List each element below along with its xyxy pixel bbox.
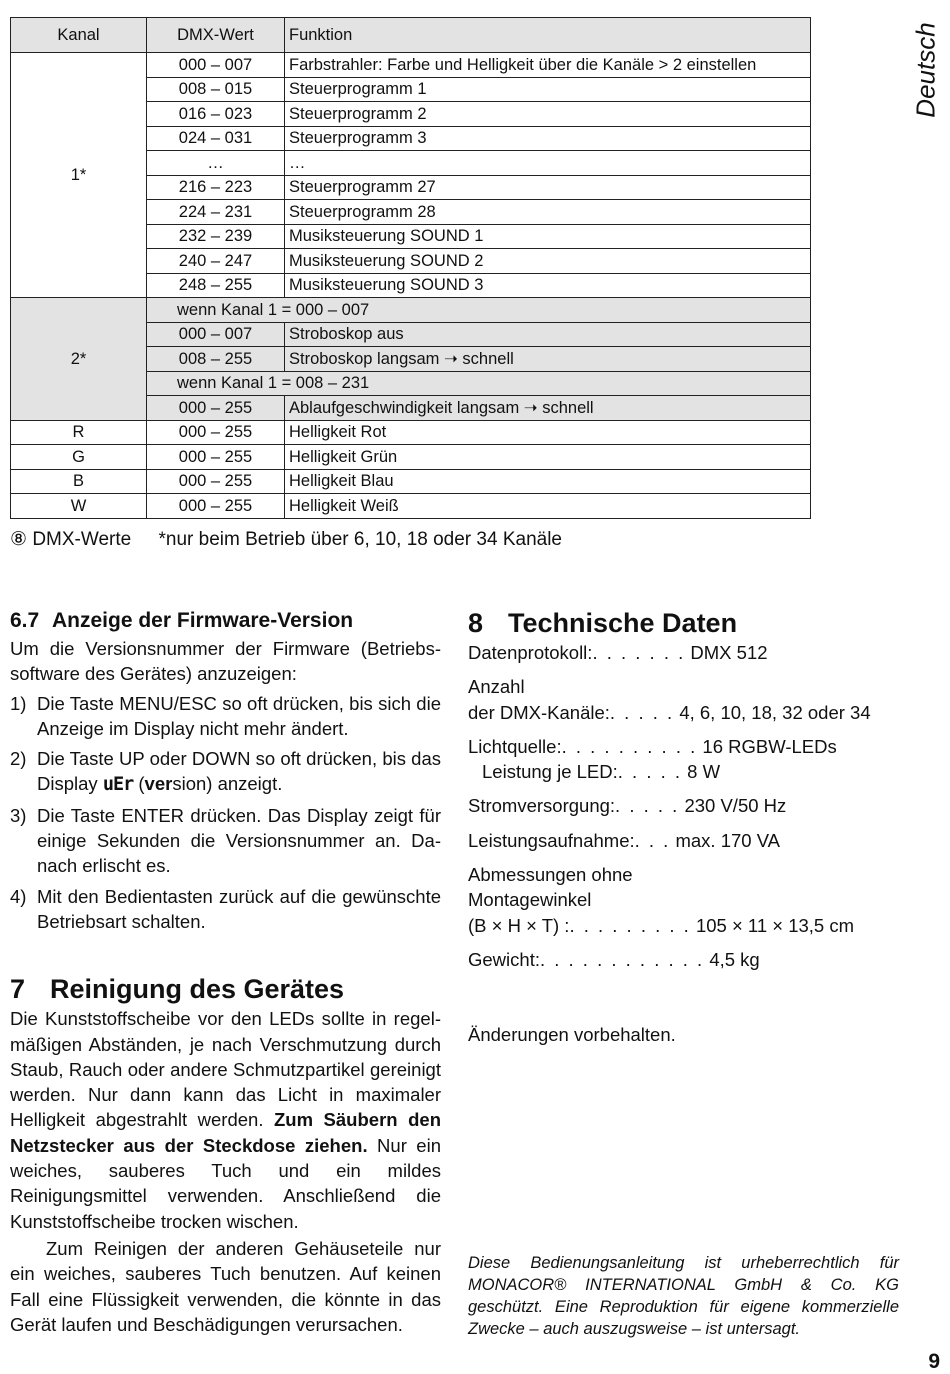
firmware-steps <box>10 691 441 935</box>
caption-label: DMX-Werte <box>32 529 132 550</box>
dmx-value: … <box>147 151 285 176</box>
spec-light <box>468 734 910 785</box>
caption-note: *nur beim Betrieb über 6, 10, 18 oder 34 Kanäle <box>158 529 562 550</box>
cleaning-paragraph-2: Zum Reinigen der anderen Gehäuseteile nur ein weiches, sauberes Tuch benutzen. Auf keinen Fall eine Flüssigkeit verwenden, die könnte in das Gerät laufen und Beschädigungen verursachen. <box>10 1237 441 1335</box>
spec-label: Leistung je LED: <box>482 761 618 783</box>
spec-label: Gewicht: <box>468 948 540 970</box>
step-text-bold: ver <box>144 773 173 795</box>
function: Musiksteuerung SOUND 1 <box>285 224 811 249</box>
section-6-7-heading <box>10 606 441 636</box>
page-number: 9 <box>928 1350 940 1373</box>
spec-value: 4, 6, 10, 18, 32 oder 34 <box>679 701 871 723</box>
spec-value: 8 W <box>687 761 721 783</box>
changes-note: Änderungen vorbehalten. <box>468 1024 676 1046</box>
section-title: Anzeige der Firmware-Version <box>52 609 354 632</box>
dmx-value: 240 – 247 <box>147 249 285 274</box>
section-number: 6.7 <box>10 609 40 632</box>
spec-supply <box>468 793 910 818</box>
condition-row: wenn Kanal 1 = 008 – 231 <box>147 371 811 396</box>
table-caption <box>10 528 562 551</box>
table-row <box>11 494 811 519</box>
language-tab <box>906 10 946 130</box>
leader-dots: . . . <box>634 829 671 851</box>
dmx-value: 000 – 007 <box>147 53 285 78</box>
kanal: B <box>11 469 147 494</box>
spec-label: Stromversorgung: <box>468 795 616 817</box>
function: Musiksteuerung SOUND 3 <box>285 273 811 298</box>
dmx-value: 000 – 007 <box>147 322 285 347</box>
section-number: 8 <box>468 608 484 638</box>
right-column <box>468 606 910 1048</box>
spec-dimensions <box>468 862 910 938</box>
dmx-value: 024 – 031 <box>147 126 285 151</box>
leader-dots: . . . . . <box>615 795 680 817</box>
section-title: Technische Daten <box>508 608 738 638</box>
function: Helligkeit Weiß <box>285 494 811 519</box>
spec-label: der DMX-Kanäle: <box>468 701 610 723</box>
spec-consumption <box>468 828 910 853</box>
step-text: Mit den Bedientasten zurück auf die gewünschte Betriebsart schalten. <box>37 885 441 932</box>
function: Musiksteuerung SOUND 2 <box>285 249 811 274</box>
spec-value: 105 × 11 × 13,5 cm <box>695 914 855 936</box>
dmx-value: 248 – 255 <box>147 273 285 298</box>
table-row <box>11 53 811 78</box>
kanal: R <box>11 420 147 445</box>
table-row <box>11 469 811 494</box>
function: Helligkeit Rot <box>285 420 811 445</box>
leader-dots: . . . . . <box>617 761 683 783</box>
kanal: G <box>11 445 147 470</box>
spec-value: 4,5 kg <box>709 948 760 970</box>
function: … <box>285 151 811 176</box>
spec-value: 16 RGBW-LEDs <box>702 735 837 757</box>
table-row <box>11 298 811 323</box>
condition-row: wenn Kanal 1 = 000 – 007 <box>147 298 811 323</box>
step-number: 3) <box>10 804 27 826</box>
spec-value: 230 V/50 Hz <box>684 795 787 817</box>
spec-label: Anzahl <box>468 676 525 698</box>
section-number: 7 <box>10 974 26 1005</box>
header-dmx-wert: DMX-Wert <box>147 18 285 53</box>
list-item <box>10 884 441 935</box>
function: Helligkeit Blau <box>285 469 811 494</box>
function: Steuerprogramm 1 <box>285 77 811 102</box>
kanal-2-cell: 2* <box>11 298 147 421</box>
firmware-intro: Um die Versionsnummer der Firmware (Betriebssoftware des Gerätes) anzuzeigen: <box>10 638 441 685</box>
dmx-value: 000 – 255 <box>147 494 285 519</box>
dmx-value: 000 – 255 <box>147 469 285 494</box>
header-funktion: Funktion <box>285 18 811 53</box>
table-row <box>11 445 811 470</box>
language-label: Deutsch <box>910 22 941 118</box>
display-segment-text: uEr <box>102 774 134 796</box>
spec-label: Leistungsaufnahme: <box>468 829 635 851</box>
spec-weight <box>468 947 910 972</box>
leader-dots: . . . . . . . . . <box>569 914 691 936</box>
function: Steuerprogramm 3 <box>285 126 811 151</box>
dmx-values-table <box>10 17 811 519</box>
list-item <box>10 691 441 742</box>
spec-value: max. 170 VA <box>675 829 781 851</box>
function: Steuerprogramm 28 <box>285 200 811 225</box>
step-text: sion) anzeigt. <box>172 773 283 795</box>
spec-value: DMX 512 <box>690 642 768 663</box>
leader-dots: . . . . . . . <box>592 642 686 663</box>
section-title: Reinigung des Gerätes <box>50 974 345 1005</box>
leader-dots: . . . . . . . . . . <box>561 735 698 757</box>
step-number: 4) <box>10 885 27 907</box>
dmx-value: 000 – 255 <box>147 420 285 445</box>
function: Farbstrahler: Farbe und Helligkeit über die Kanäle > 2 einstellen <box>285 53 811 78</box>
function: Stroboskop aus <box>285 322 811 347</box>
spec-label: (B × H × T) : <box>468 914 570 936</box>
spec-label: Abmessungen ohne <box>468 864 633 886</box>
cleaning-paragraph-1 <box>10 1006 441 1234</box>
kanal-1-cell: 1* <box>11 53 147 298</box>
dmx-value: 000 – 255 <box>147 396 285 421</box>
spec-label: Montagewinkel <box>468 889 592 911</box>
step-text: Die Taste UP oder DOWN so oft drücken, bis das Display <box>37 748 441 795</box>
table-header-row <box>11 18 811 53</box>
dmx-value: 000 – 255 <box>147 445 285 470</box>
leader-dots: . . . . . . . . . . . . <box>539 948 705 970</box>
step-text: ( <box>133 773 145 795</box>
warning-text: Zum Säubern den Netzstecker aus der Steckdose ziehen. <box>10 1109 441 1156</box>
step-number: 2) <box>10 748 27 770</box>
step-text: Die Taste ENTER drücken. Das Display zeigt für einige Sekunden die Versionsnummer an. Danach erlischt es. <box>37 804 441 877</box>
dmx-value: 224 – 231 <box>147 200 285 225</box>
copyright-notice: Diese Bedienungsanleitung ist urheberrechtlich für MONACOR® INTERNATIONAL GmbH & Co. KG geschützt. Eine Reproduktion für eigene kommerzielle Zwecke – auch auszugsweise – ist untersagt. <box>468 1254 899 1338</box>
spec-label: Lichtquelle: <box>468 735 562 757</box>
function: Stroboskop langsam ➝ schnell <box>285 347 811 372</box>
dmx-value: 216 – 223 <box>147 175 285 200</box>
section-7-heading <box>10 972 441 1006</box>
figure-number: ⑧ <box>10 529 28 550</box>
leader-dots: . . . . . <box>609 701 675 723</box>
step-number: 1) <box>10 692 27 714</box>
function: Steuerprogramm 2 <box>285 102 811 127</box>
dmx-value: 232 – 239 <box>147 224 285 249</box>
paragraph-text: Nur ein weiches, sauberes Tuch und ein mildes Reinigungsmittel verwenden. Anschließend die Kunststoffscheibe trocken wischen. <box>10 1134 441 1232</box>
paragraph-text: Die Kunststoffscheibe vor den LEDs sollte in regelmäßigen Abständen, je nach Verschmutzung durch Staub, Rauch oder andere Schmutzpartikel gereinigt werden. Nur dann kann das Licht in maximaler Helligkeit abgestrahlt werden. <box>10 1008 441 1131</box>
function: Steuerprogramm 27 <box>285 175 811 200</box>
dmx-value: 008 – 015 <box>147 77 285 102</box>
section-8-heading <box>468 606 910 640</box>
table-row <box>11 420 811 445</box>
spec-label: Datenprotokoll: <box>468 642 593 663</box>
function: Helligkeit Grün <box>285 445 811 470</box>
list-item <box>10 803 441 879</box>
header-kanal: Kanal <box>11 18 147 53</box>
dmx-value: 008 – 255 <box>147 347 285 372</box>
spec-channels <box>468 674 910 725</box>
left-column <box>10 606 441 1337</box>
function: Ablaufgeschwindigkeit langsam ➝ schnell <box>285 396 811 421</box>
list-item <box>10 746 441 798</box>
kanal: W <box>11 494 147 519</box>
technical-specs <box>468 640 910 972</box>
dmx-value: 016 – 023 <box>147 102 285 127</box>
step-text: Die Taste MENU/ESC so oft drücken, bis sich die Anzeige im Display nicht mehr ändert. <box>37 692 441 739</box>
spec-protocol <box>468 640 910 665</box>
